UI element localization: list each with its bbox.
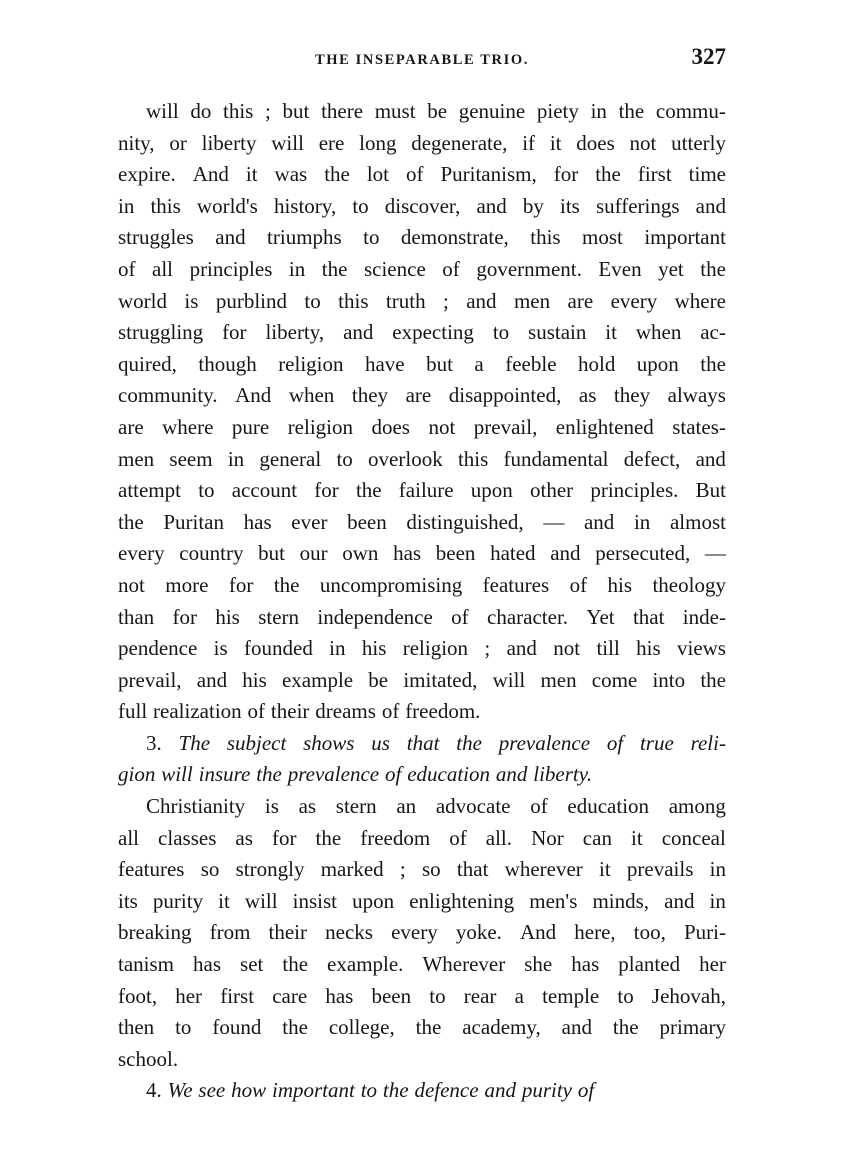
text-line: pendence is founded in his religion ; and not till his views — [118, 636, 726, 661]
text-line: will do this ; but there must be genuine piety in the commu- — [146, 99, 726, 123]
paragraph — [118, 96, 726, 728]
text-line: foot, her first care has been to rear a temple to Jehovah, — [118, 983, 726, 1008]
text-line: all classes as for the freedom of all. Nor can it conceal — [118, 825, 726, 850]
text-line: in this world's history, to discover, and by its sufferings and — [118, 193, 726, 218]
text-line: quired, though religion have but a feeble hold upon the — [118, 351, 726, 376]
text-line: are where pure religion does not prevail, enlightened states- — [118, 414, 726, 439]
numbered-point — [118, 728, 726, 791]
text-line: then to found the college, the academy, and the primary — [118, 1015, 726, 1040]
text-line: than for his stern independence of character. Yet that inde- — [118, 604, 726, 629]
text-line: world is purblind to this truth ; and men are every where — [118, 288, 726, 313]
text-line: features so strongly marked ; so that wherever it prevails in — [118, 857, 726, 882]
text-line: tanism has set the example. Wherever she has planted her — [118, 952, 726, 977]
text-line: not more for the uncompromising features of his theology — [118, 572, 726, 597]
text-line: breaking from their necks every yoke. And here, too, Puri- — [118, 920, 726, 945]
book-page — [118, 44, 726, 1107]
text-line: prevail, and his example be imitated, will men come into the — [118, 667, 726, 692]
page-header — [118, 44, 726, 78]
numbered-point — [118, 1075, 726, 1107]
text-line: struggling for liberty, and expecting to sustain it when ac- — [118, 320, 726, 345]
text-line: nity, or liberty will ere long degenerate, if it does not utterly — [118, 130, 726, 155]
page-body — [118, 96, 726, 1107]
text-line: of all principles in the science of government. Even yet the — [118, 256, 726, 281]
text-line: its purity it will insist upon enlightening men's minds, and in — [118, 888, 726, 913]
running-title: THE INSEPARABLE TRIO. — [315, 52, 529, 68]
text-line: Christianity is as stern an advocate of education among — [146, 794, 726, 819]
text-line: 3. The subject shows us that the prevalence of true reli- — [146, 730, 726, 755]
text-line: gion will insure the prevalence of education and liberty. — [118, 762, 593, 787]
text-line: expire. And it was the lot of Puritanism, for the first time — [118, 162, 726, 187]
text-line: 4. We see how important to the defence and purity of — [146, 1078, 595, 1103]
text-line: community. And when they are disappointed, as they always — [118, 383, 726, 408]
text-line: struggles and triumphs to demonstrate, this most important — [118, 225, 726, 250]
text-line: attempt to account for the failure upon other principles. But — [118, 478, 726, 503]
text-line: full realization of their dreams of freedom. — [118, 699, 481, 724]
text-line: every country but our own has been hated and persecuted, — — [118, 541, 726, 566]
text-line: school. — [118, 1046, 179, 1071]
paragraph — [118, 791, 726, 1075]
text-line: men seem in general to overlook this fundamental defect, and — [118, 446, 726, 471]
text-line: the Puritan has ever been distinguished, — and in almost — [118, 509, 726, 534]
page-number: 327 — [691, 44, 726, 69]
